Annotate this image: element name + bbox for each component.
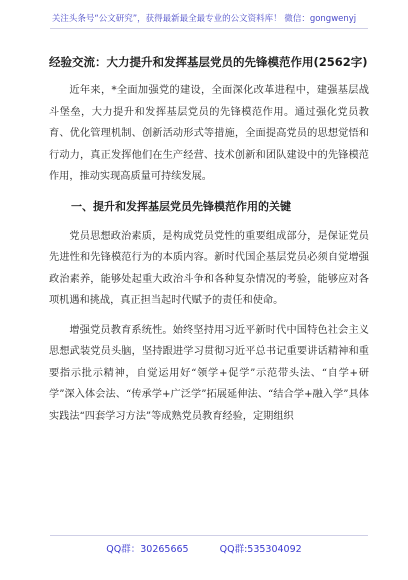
header-divider	[50, 28, 368, 29]
document-body	[49, 52, 369, 427]
section-paragraph-1: 党员思想政治素质，是构成党员党性的重要组成部分，是保证党员先进性和先锋模范行为的本质内容。新时代国企基层党员必须自觉增强政治素养，能够处起重大政治斗争和各种复杂情况的考验，能够应对各项机遇和挑战，真正担当起时代赋予的责任和使命。	[49, 230, 369, 306]
footer-divider	[50, 535, 368, 536]
document-title: 经验交流：大力提升和发挥基层党员的先锋模范作用(2562字)	[49, 55, 368, 69]
intro-paragraph: 近年来，*全面加强党的建设，全面深化改革进程中，建强基层战斗堡垒，大力提升和发挥基层党员的先锋模范作用。通过强化党员教育、优化管理机制、创新活动形式等措施，全面提高党员的思想觉悟和行动力，真正发挥他们在生产经营、技术创新和团队建设中的先锋模范作用，推动实现高质量可持续发展。	[49, 85, 369, 182]
page-header: 关注头条号“公文研究”，获得最新最全最专业的公文资料库！ 微信：gongwenyj	[51, 14, 357, 24]
footer-qq-group-2: QQ群:535304092	[219, 544, 302, 555]
section-heading: 一、提升和发挥基层党员先锋模范作用的关键	[71, 199, 291, 213]
footer-qq-group-1: QQ群：30265665	[106, 544, 189, 555]
page-footer	[0, 541, 408, 555]
section-paragraph-2: 增强党员教育系统性。始终坚持用习近平新时代中国特色社会主义思想武装党员头脑，坚持跟进学习贯彻习近平总书记重要讲话精神和重要指示批示精神，自觉运用好“领学+促学”示范带头法、“自学+研学”深入体会法、“传承学+广泛学”拓展延伸法、“结合学+融入学”具体实践法“四套学习方法”等成熟党员教育经验，定期组织	[49, 324, 369, 422]
